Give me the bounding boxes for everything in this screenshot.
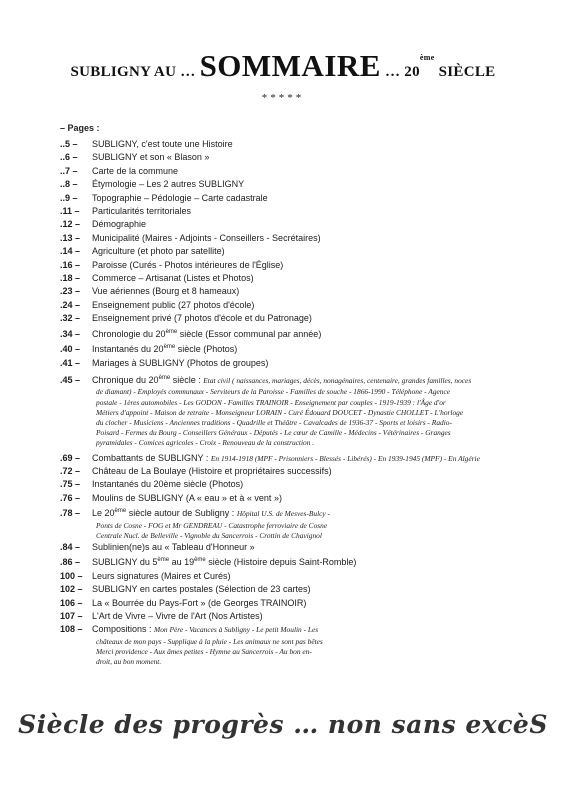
toc-desc-45-7: pyramidales - Comices agricoles - Croix - Renouveau de la construction . [96,438,315,448]
toc-row [60,245,520,258]
toc-row [60,151,520,164]
toc-row-108: 108 – Compositions : Mon Père - Vacances à Subligny - Le petit Moulin - Les [60,624,319,635]
page-number: .18 – [60,273,81,284]
toc-desc-108-3: Merci providence - Aux âmes petites - Hymne au Sancerrois - Au bon en- [96,647,312,657]
toc-text: SUBLIGNY et son « Blason » [92,152,210,163]
toc-row-34: .34 – Chronologie du 20ème siècle (Essor communal par année) [60,328,322,339]
toc-text: Enseignement public (27 photos d'école) [92,299,255,310]
page-number: ..7 – [60,165,78,176]
toc-row [60,218,520,231]
toc-row-84: .84 – Sublinien(ne)s au « Tableau d'Honneur » [60,541,255,552]
toc-row [60,312,520,325]
toc-text: Commerce – Artisanat (Listes et Photos) [92,273,254,284]
toc-text: Paroisse (Curés - Photos intérieures de l'Église) [92,259,284,270]
page-number: .76 – [60,492,81,503]
page-number: 102 – [60,584,83,595]
footer-motto: Siècle des progrès … non sans excèS [18,710,548,739]
page-number: .72 – [60,465,81,476]
toc-row [60,299,520,312]
toc-desc-78-3: Centrale Nucl. de Belleville - Vignoble du Sancerrois - Crottin de Chavignol [96,530,322,540]
toc-text: L'Art de Vivre – Vivre de l'Art (Nos Artistes) [92,611,263,621]
toc-text: Particularités territoriales [92,206,192,217]
page-number: .11 – [60,206,80,217]
toc-desc-45-4: Métiers d'appoint - Maison de retraite - Monseigneur LORAIN - Curé Édouard DOUCET - Dynastie CHOLLET - L'horloge [96,407,464,417]
page-number: .32 – [60,313,81,324]
page-number: .12 – [60,219,81,230]
toc-row [60,165,520,178]
toc-text: Municipalité (Maires - Adjoints - Conseillers - Secrétaires) [92,232,321,243]
toc-row [60,178,520,191]
toc-row [60,272,520,285]
page-number: ..9 – [60,192,78,203]
toc-text: Démographie [92,219,147,230]
toc-row-86: .86 – SUBLIGNY du 5ème au 19ème siècle (Histoire depuis Saint-Romble) [60,557,357,568]
page-number: ..8 – [60,179,78,190]
toc-row [60,478,520,491]
toc-desc-45-3: postale - 1ères automobiles - Les GODON - Familles TRAINOIR - Enseignement par couples - 1919-1939 : l'Âge d'or [96,397,446,407]
pages-heading: – Pages : [60,123,100,133]
toc-row [60,138,520,151]
toc-desc-78-2: Ponts de Cosne - FOG et Mr GENDREAU - Catastrophe ferroviaire de Cosne [96,520,328,530]
toc-row [60,465,520,478]
toc-desc-45-6: Poisard - Fermes du Bourg - Conseillers Généraux - Députés - Le cœur de Camille - Médecins - Vétérinaires - Granges [96,428,451,438]
page-number: .16 – [60,259,81,270]
toc-row-40: .40 – Instantanés du 20ème siècle (Photos) [60,344,238,355]
page-number: 107 – [60,611,83,621]
toc-row [60,285,520,298]
toc-text: SUBLIGNY, c'est toute une Histoire [92,139,233,149]
page-number: 106 – [60,597,83,608]
toc-row-41: .41 – Mariages à SUBLIGNY (Photos de groupes) [60,357,269,368]
toc-row [60,259,520,272]
title-main: SOMMAIRE [199,48,381,83]
toc-text: Vue aériennes (Bourg et 8 hameaux) [92,286,240,297]
toc-text: Étymologie – Les 2 autres SUBLIGNY [92,179,245,190]
toc-row [60,570,520,583]
document-title [0,48,566,84]
title-left: SUBLIGNY AU … [70,64,196,80]
toc-text: Agriculture (et photo par satellite) [92,246,225,257]
toc-row [60,192,520,205]
toc-text: Leurs signatures (Maires et Curés) [92,570,231,581]
toc-desc-108-2: châteaux de mon pays - Supplique à la pluie - Les animaux ne sont pas bêtes [96,636,323,646]
toc-text: SUBLIGNY en cartes postales (Sélection de 23 cartes) [92,584,311,595]
toc-text: Topographie – Pédologie – Carte cadastrale [92,192,268,203]
page-number: .23 – [60,286,81,297]
toc-text: Instantanés du 20ème siècle (Photos) [92,479,244,490]
toc-row-69: .69 – Combattants de SUBLIGNY : En 1914-1918 (MPF - Prisonniers - Blessés - Libérés) - En 1939-1945 (MPF) - En Algérie [60,452,480,463]
page-number: .24 – [60,299,81,310]
toc-row-78: .78 – Le 20ème siècle autour de Subligny : Hôpital U.S. de Mesves-Bulcy - [60,508,330,519]
toc-text: Carte de la commune [92,165,179,176]
toc-row-45: .45 – Chronique du 20ème siècle : Etat civil ( naissances, mariages, décès, nonagénaires, centenaire, grandes familles, noces [60,374,472,385]
page-number: ..6 – [60,152,78,163]
toc-desc-45-2: de diamant) - Employés communaux - Serviteurs de la Paroisse - Familles de souche - 1866-1990 - Téléphone - Agence [96,387,451,397]
toc-text: Enseignement privé (7 photos d'école et du Patronage) [92,313,312,324]
toc-row [60,205,520,218]
page-number: .14 – [60,246,81,257]
toc-row [60,597,520,610]
toc-desc-108-4: droit, au bon moment. [96,657,162,667]
title-right: … 20ème SIÈCLE [384,53,496,80]
toc-row [60,610,520,623]
toc-text: La « Bourrée du Pays-Fort » (de Georges TRAINOIR) [92,597,307,608]
page-number: ..5 – [60,139,78,149]
page-number: .13 – [60,232,81,243]
toc-row [60,232,520,245]
toc-text: Château de La Boulaye (Histoire et propriétaires successifs) [92,465,332,476]
toc-row [60,492,520,505]
toc-desc-45-5: du clocher - Musiciens - Anciennes traditions - Quadrille et Théâtre - Cavalcades de 1936-37 - Sports et loisirs - Radio- [96,417,452,427]
page-number: .75 – [60,479,81,490]
toc-text: Moulins de SUBLIGNY (A « eau » et à « vent ») [92,492,282,503]
page-number: 100 – [60,570,83,581]
stars-divider: ***** [261,92,305,104]
toc-row [60,583,520,596]
table-of-contents [60,138,520,667]
